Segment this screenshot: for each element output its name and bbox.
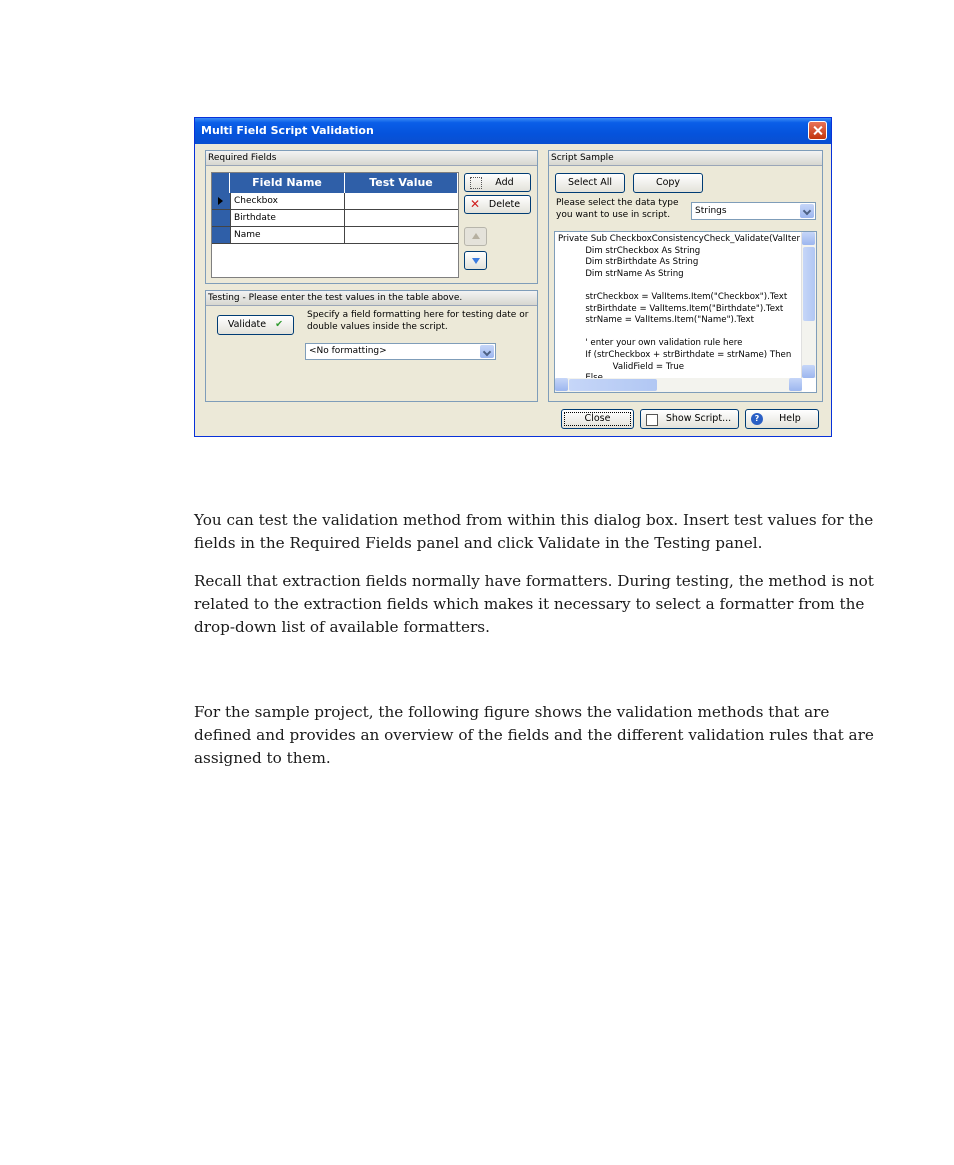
- scroll-thumb[interactable]: [803, 247, 815, 321]
- paragraph-testing: You can test the validation method from within this dialog box. Insert test values for the fields in the Required Fields panel and click Validate in the Testing panel.: [194, 511, 874, 552]
- required-fields-grid: [211, 172, 459, 278]
- formatting-select-value: <No formatting>: [309, 346, 387, 356]
- scroll-up-icon[interactable]: [802, 232, 815, 245]
- required-fields-panel: [205, 150, 538, 284]
- show-script-label: Show Script...: [665, 413, 732, 424]
- column-header-field-name[interactable]: Field Name: [230, 173, 345, 193]
- horizontal-scrollbar[interactable]: [555, 378, 802, 392]
- test-value-cell[interactable]: [345, 193, 458, 209]
- paragraph-formatters: Recall that extraction fields normally have formatters. During testing, the method is not related to the extraction fields which makes it necessary to select a formatter from the drop-down list of available formatters.: [194, 572, 874, 636]
- delete-x-icon: ✕: [470, 197, 481, 211]
- formatting-select[interactable]: [305, 343, 496, 360]
- script-code-area[interactable]: [554, 231, 817, 393]
- test-value-cell[interactable]: [345, 210, 458, 226]
- validate-button[interactable]: [217, 315, 294, 335]
- copy-button[interactable]: Copy: [633, 173, 703, 193]
- row-selector[interactable]: [212, 210, 230, 226]
- formatting-hint: Specify a field formatting here for testing date or double values inside the script.: [307, 310, 529, 332]
- field-name-cell[interactable]: Birthdate: [230, 210, 345, 226]
- dialog-title: Multi Field Script Validation: [201, 124, 374, 137]
- help-icon: ?: [751, 413, 763, 425]
- field-name-cell[interactable]: Checkbox: [230, 193, 345, 209]
- close-button[interactable]: Close: [561, 409, 634, 429]
- validate-button-label: Validate: [227, 319, 267, 330]
- table-row[interactable]: [212, 193, 458, 210]
- current-row-arrow-icon: [218, 197, 223, 205]
- row-selector-header: [212, 173, 230, 193]
- table-row[interactable]: [212, 227, 458, 244]
- testing-panel: [205, 290, 538, 402]
- show-script-button[interactable]: [640, 409, 739, 429]
- required-fields-header: Required Fields: [206, 151, 537, 166]
- close-icon[interactable]: [808, 121, 827, 140]
- checkmark-icon: ✔: [275, 319, 284, 330]
- row-selector[interactable]: [212, 227, 230, 243]
- select-all-button[interactable]: Select All: [555, 173, 625, 193]
- chevron-down-icon: [800, 204, 814, 218]
- test-value-cell[interactable]: [345, 227, 458, 243]
- script-sample-header: Script Sample: [549, 151, 822, 166]
- multi-field-script-validation-dialog: [194, 117, 832, 437]
- delete-button-label: Delete: [488, 199, 521, 210]
- scroll-down-icon[interactable]: [802, 365, 815, 378]
- chevron-down-icon: [480, 345, 494, 358]
- column-header-test-value[interactable]: Test Value: [345, 173, 458, 193]
- add-icon: [470, 177, 482, 189]
- scroll-left-icon[interactable]: [555, 378, 568, 391]
- testing-header: Testing - Please enter the test values in the table above.: [206, 291, 537, 306]
- scroll-right-icon[interactable]: [789, 378, 802, 391]
- help-button-label: Help: [779, 413, 801, 424]
- move-down-button[interactable]: [464, 251, 487, 270]
- script-icon: [646, 414, 658, 426]
- row-selector[interactable]: [212, 193, 230, 209]
- add-button-label: Add: [495, 177, 514, 188]
- arrow-down-icon: [472, 258, 480, 264]
- scroll-thumb[interactable]: [569, 379, 657, 391]
- dialog-title-bar: [195, 118, 831, 144]
- add-field-button[interactable]: [464, 173, 531, 192]
- datatype-select-value: Strings: [695, 206, 727, 216]
- help-button[interactable]: [745, 409, 819, 429]
- arrow-up-icon: [472, 233, 480, 239]
- script-sample-panel: [548, 150, 823, 402]
- datatype-select[interactable]: [691, 202, 816, 220]
- table-row[interactable]: [212, 210, 458, 227]
- move-up-button[interactable]: [464, 227, 487, 246]
- paragraph-sample-project: For the sample project, the following figure shows the validation methods that are defined and provides an overview of the fields and the different validation rules that are assigned to them.: [194, 703, 874, 767]
- script-code: Private Sub CheckboxConsistencyCheck_Validate(ValIter Dim strCheckbox As String Dim strBirthdate As String Dim strName As String strCheckbox = ValItems.Item("Checkbox").Text strBirthdate = ValItems.Item("Birthdate").Text strName = ValItems.Item("Name").Text ' enter your own validation rule here If (strCheckbox + strBirthdate = strName) Then ValidField = True: [558, 234, 801, 372]
- delete-field-button[interactable]: [464, 195, 531, 214]
- field-name-cell[interactable]: Name: [230, 227, 345, 243]
- datatype-hint: Please select the data type you want to use in script.: [556, 198, 679, 220]
- vertical-scrollbar[interactable]: [801, 232, 816, 378]
